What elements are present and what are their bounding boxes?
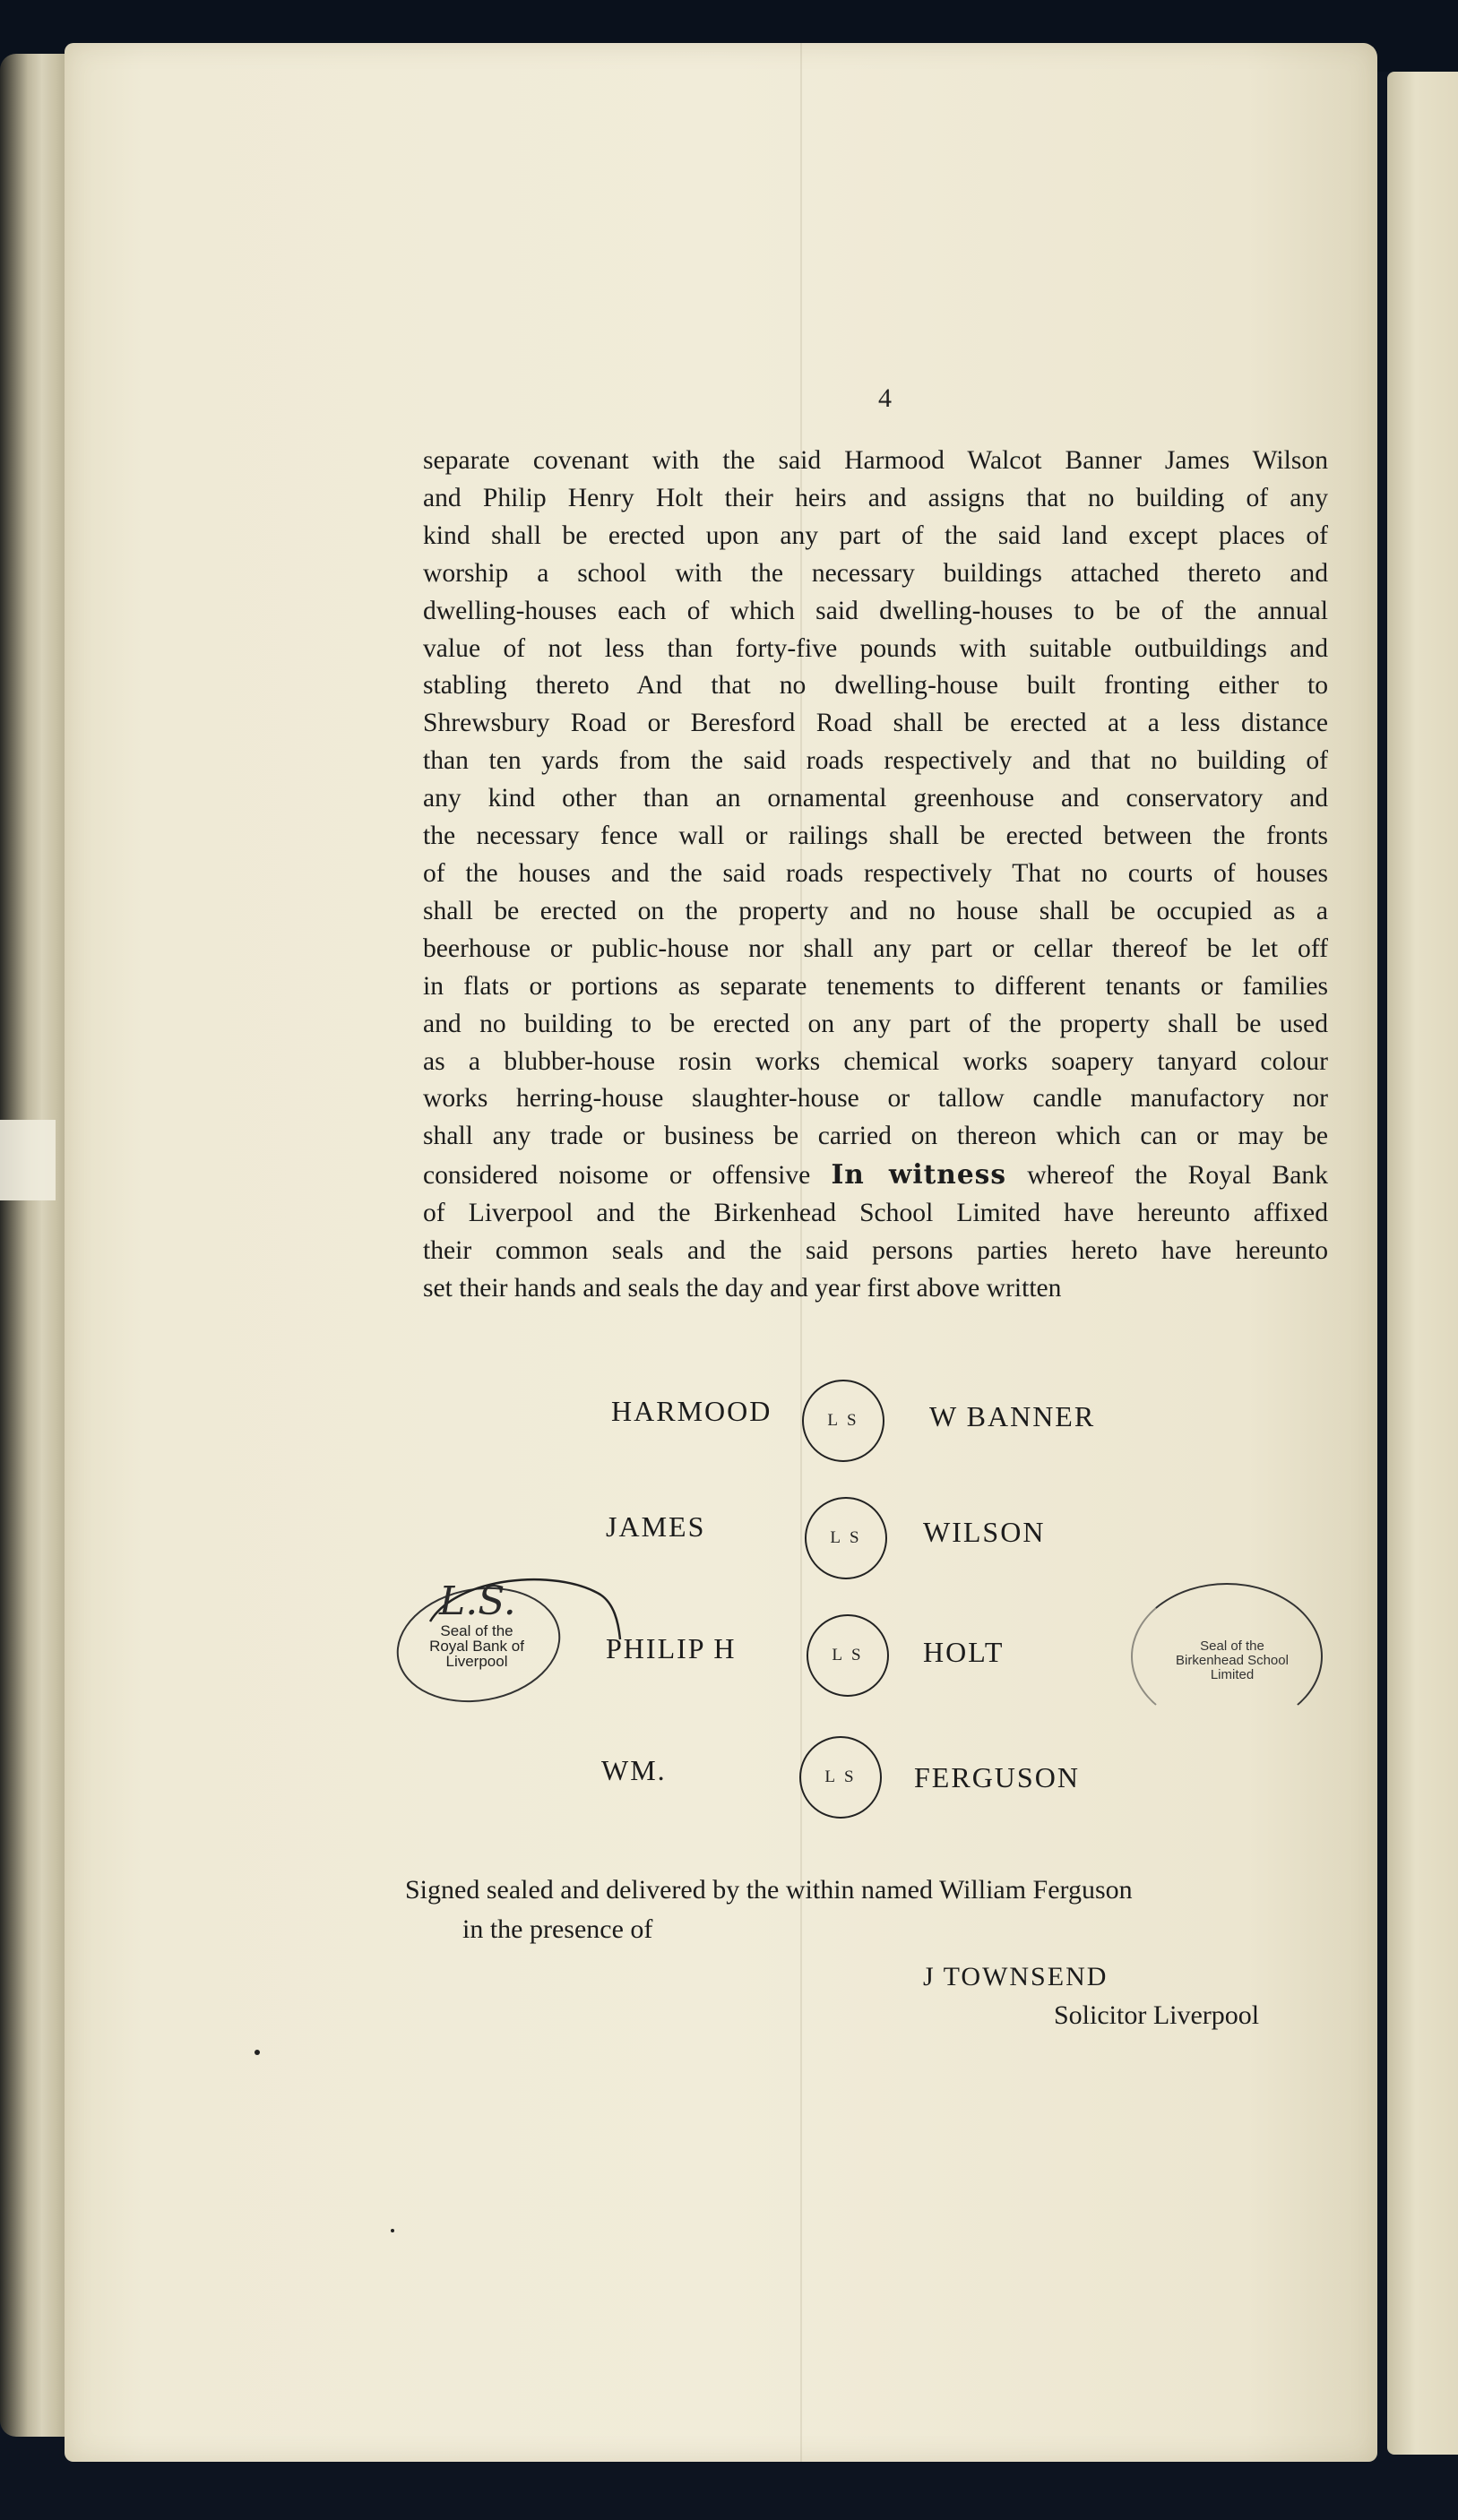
signatory-first-name: PHILIP H xyxy=(606,1632,737,1664)
attestation-line: in the presence of xyxy=(462,1914,653,1944)
witness-name: J TOWNSEND xyxy=(923,1962,1109,1991)
deed-line: Shrewsbury Road or Beresford Road shall be erected at a less distance xyxy=(423,709,1328,738)
deed-line: value of not less than forty-five pounds with suitable outbuildings and xyxy=(423,633,1328,663)
deed-line: shall any trade or business be carried on thereon which can or may be xyxy=(423,1122,1328,1151)
royal-bank-seal-label xyxy=(405,1623,548,1669)
signatory-last-name: FERGUSON xyxy=(914,1761,1080,1793)
ls-seal-circle xyxy=(805,1497,887,1579)
page-speck xyxy=(391,2229,394,2232)
ls-handwritten-mark: L.S. xyxy=(439,1578,516,1624)
signatory-last-name: WILSON xyxy=(923,1516,1046,1548)
deed-line: in flats or portions as separate tenements to different tenants or families xyxy=(423,971,1328,1001)
deed-line: kind shall be erected upon any part of the said land except places of xyxy=(423,520,1328,550)
in-witness-blackletter: In witness xyxy=(831,1158,1006,1191)
ls-seal-circle xyxy=(802,1380,884,1462)
page-marker-strip xyxy=(0,1120,56,1200)
ls-seal-label: L S xyxy=(824,1767,857,1786)
book-page-edges xyxy=(0,54,70,2437)
deed-line: stabling thereto And that no dwelling-house built fronting either to xyxy=(423,671,1328,701)
deed-line: and no building to be erected on any part of the property shall be used xyxy=(423,1009,1328,1038)
seal-label-line: Liverpool xyxy=(445,1653,508,1670)
deed-line: and Philip Henry Holt their heirs and assigns that no building of any xyxy=(423,483,1328,512)
deed-line: separate covenant with the said Harmood Walcot Banner James Wilson xyxy=(423,446,1328,475)
page-number: 4 xyxy=(878,383,892,413)
seal-label-line: Birkenhead School xyxy=(1176,1653,1289,1668)
deed-line: their common seals and the said persons parties hereto have hereunto xyxy=(423,1236,1328,1266)
deed-line: shall be erected on the property and no house shall be occupied as a xyxy=(423,896,1328,925)
deed-line: worship a school with the necessary buildings attached thereto and xyxy=(423,558,1328,588)
seal-label-line: Limited xyxy=(1210,1667,1255,1682)
deed-line: as a blubber-house rosin works chemical works soapery tanyard colour xyxy=(423,1046,1328,1076)
ls-seal-label: L S xyxy=(830,1528,862,1547)
deed-line: set their hands and seals the day and year first above written xyxy=(423,1273,1062,1303)
witness-line-start: considered noisome or offensive xyxy=(423,1161,811,1191)
seal-label-line: Seal of the xyxy=(440,1622,513,1639)
ls-seal-circle xyxy=(807,1614,889,1697)
ls-seal-label: L S xyxy=(832,1646,864,1664)
witness-line xyxy=(423,1156,1328,1195)
signatory-first-name: HARMOOD xyxy=(611,1395,772,1427)
deed-body-text xyxy=(423,443,1328,1308)
signatory-last-name: HOLT xyxy=(923,1636,1005,1668)
witness-line-end: whereof the Royal Bank xyxy=(1027,1161,1329,1191)
deed-line: of the houses and the said roads respectively That no courts of houses xyxy=(423,858,1328,888)
attestation-line: Signed sealed and delivered by the within named William Ferguson xyxy=(405,1875,1133,1905)
ls-seal-circle xyxy=(799,1736,882,1819)
birkenhead-school-seal-label xyxy=(1156,1639,1308,1682)
seal-label-line: Royal Bank of xyxy=(429,1638,524,1655)
signatory-first-name: JAMES xyxy=(606,1510,706,1543)
seal-label-line: Seal of the xyxy=(1200,1638,1264,1654)
deed-line: beerhouse or public-house nor shall any part or cellar thereof be let off xyxy=(423,933,1328,963)
deed-line: of Liverpool and the Birkenhead School Limited have hereunto affixed xyxy=(423,1199,1328,1228)
page-speck xyxy=(255,2050,260,2055)
witness-title: Solicitor Liverpool xyxy=(1054,2000,1260,2030)
signatory-first-name: WM. xyxy=(601,1754,667,1786)
deed-line: dwelling-houses each of which said dwelling-houses to be of the annual xyxy=(423,596,1328,625)
deed-line: the necessary fence wall or railings shall be erected between the fronts xyxy=(423,821,1328,851)
deed-line: than ten yards from the said roads respectively and that no building of xyxy=(423,746,1328,776)
signatory-last-name: W BANNER xyxy=(929,1400,1096,1432)
facing-page-edge xyxy=(1387,72,1458,2455)
deed-line: works herring-house slaughter-house or tallow candle manufactory nor xyxy=(423,1084,1328,1114)
deed-line: any kind other than an ornamental greenhouse and conservatory and xyxy=(423,784,1328,813)
ls-seal-label: L S xyxy=(827,1411,859,1430)
